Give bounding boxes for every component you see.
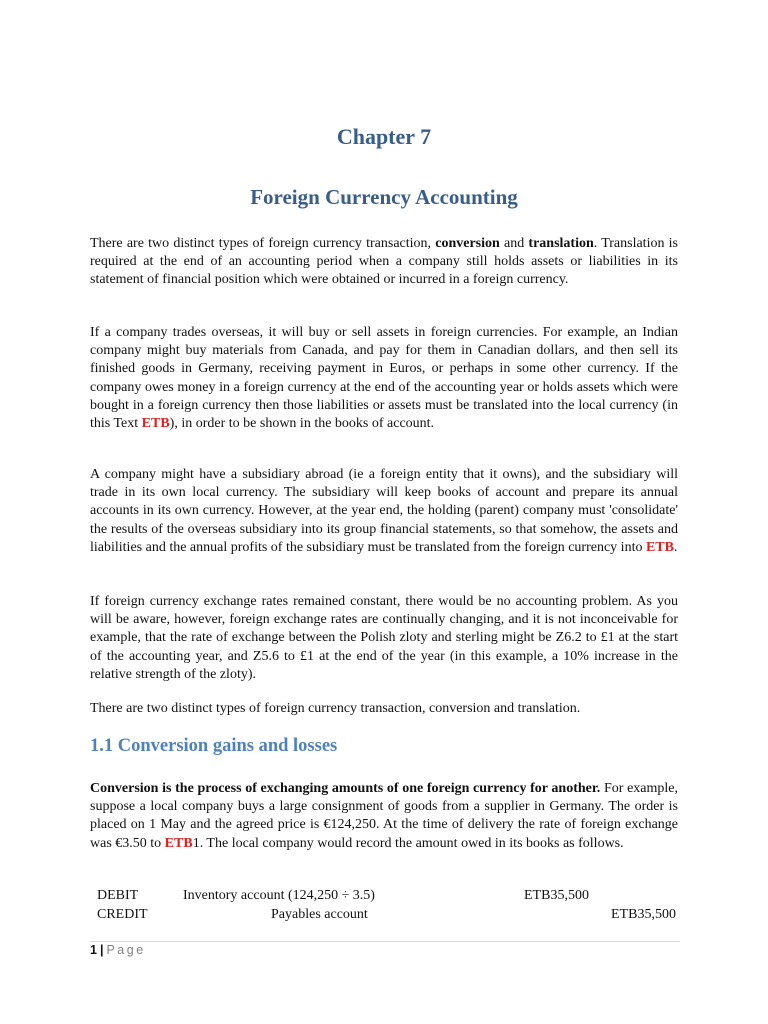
- text-run: There are two distinct types of foreign currency transaction,: [90, 236, 436, 251]
- bold-definition: Conversion is the process of exchanging amounts of one foreign currency for another.: [90, 781, 601, 796]
- journal-credit-description: Payables account: [271, 907, 368, 922]
- text-run: 1. The local company would record the amount owed in its books as follows.: [192, 835, 624, 851]
- chapter-heading: Chapter 7: [336, 124, 432, 149]
- page-number: 1: [90, 943, 97, 957]
- bold-term-conversion: conversion: [435, 236, 500, 251]
- paragraph-subsidiary: [90, 466, 678, 557]
- journal-debit-description: Inventory account (124,250 ÷ 3.5): [183, 888, 375, 903]
- bold-term-translation: translation: [528, 236, 594, 251]
- text-run: .: [673, 539, 678, 555]
- text-run: . Translation is required at the end of an accounting period when a company still holds assets or liabilities in its statement of financial position which were obtained or incurred in a foreign currency.: [90, 236, 678, 288]
- journal-credit-amount: ETB35,500: [611, 907, 676, 922]
- footer-separator: |: [99, 943, 104, 957]
- paragraph-exchange-rates: If foreign currency exchange rates remained constant, there would be no accounting problem. As you will be aware, however, foreign exchange rates are continually changing, and it is not inconceivable for example, that the rate of exchange between the Polish zloty and sterling might be Z6.2 to £1 at the start of the accounting year, and Z5.6 to £1 at the end of the year (in this example, a 10% increase in the relative strength of the zloty).: [90, 594, 678, 682]
- paragraph-conversion: [90, 780, 678, 853]
- etb-highlight: ETB: [645, 539, 674, 555]
- text-run: For example, suppose a local company buys a large consignment of goods from a supplier in Germany. The order is placed on 1 May and the agreed price is €124,250. At the time of delivery the rate of foreign exchange was €3.50 to: [90, 781, 679, 851]
- section-heading: 1.1 Conversion gains and losses: [90, 736, 338, 756]
- journal-credit-label: CREDIT: [97, 907, 148, 922]
- page-footer: [90, 943, 146, 957]
- paragraph-summary: There are two distinct types of foreign currency transaction, conversion and translation.: [90, 701, 581, 716]
- page-label: Page: [106, 943, 146, 957]
- etb-highlight: ETB: [141, 416, 170, 432]
- chapter-title: Foreign Currency Accounting: [250, 185, 518, 209]
- journal-debit-label: DEBIT: [97, 888, 139, 903]
- footer-divider: [90, 941, 680, 942]
- paragraph-overseas-trade: [90, 324, 678, 433]
- journal-debit-amount: ETB35,500: [524, 888, 589, 903]
- text-run: and: [499, 236, 529, 251]
- text-run: ), in order to be shown in the books of account.: [169, 416, 435, 432]
- etb-highlight: ETB: [164, 835, 193, 851]
- text-run: A company might have a subsidiary abroad (ie a foreign entity that it owns), and the subsidiary will trade in its own local currency. The subsidiary will keep books of account and prepare its annual accounts in its own currency. However, at the year end, the holding (parent) company must 'consolidate' the results of the overseas subsidiary into its group financial statements, so that somehow, the assets and liabilities and the annual profits of the subsidiary must be translated from the foreign currency into: [90, 467, 678, 555]
- paragraph-intro: [90, 235, 678, 290]
- text-run: If a company trades overseas, it will buy or sell assets in foreign currencies. For example, an Indian company might buy materials from Canada, and pay for them in Canadian dollars, and then sell its finished goods in Germany, receiving payment in Euros, or perhaps in some other currency. If the company owes money in a foreign currency at the end of the accounting year or holds assets which were bought in a foreign currency then those liabilities or assets must be translated into the local currency (in this Text: [90, 325, 678, 432]
